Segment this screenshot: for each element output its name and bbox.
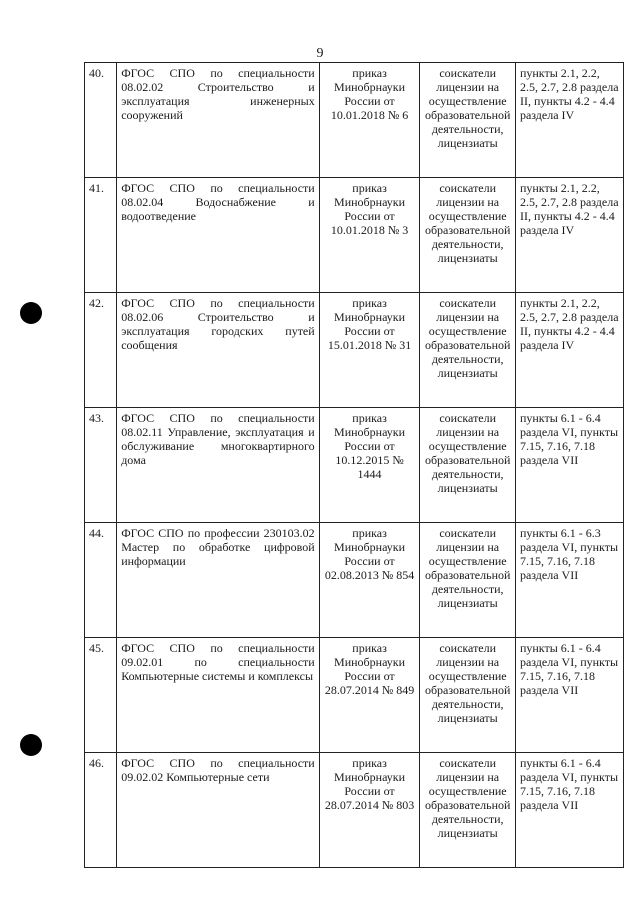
subjects-cell: соискатели лицензии на осуществление образовательной деятельности, лицензиаты — [420, 523, 516, 638]
table-row — [85, 293, 624, 408]
order-cell: приказ Минобрнауки России от 28.07.2014 № 849 — [319, 638, 420, 753]
subjects-cell: соискатели лицензии на осуществление образовательной деятельности, лицензиаты — [420, 753, 516, 868]
row-number: 41. — [85, 178, 117, 293]
order-cell: приказ Минобрнауки России от 10.01.2018 № 6 — [319, 63, 420, 178]
order-cell: приказ Минобрнауки России от 15.01.2018 № 31 — [319, 293, 420, 408]
standard-cell: ФГОС СПО по профессии 230103.02 Мастер по обработке цифровой информации — [117, 523, 320, 638]
items-cell: пункты 6.1 - 6.3 раздела VI, пункты 7.15, 7.16, 7.18 раздела VII — [515, 523, 623, 638]
table-row — [85, 63, 624, 178]
order-cell: приказ Минобрнауки России от 28.07.2014 № 803 — [319, 753, 420, 868]
order-cell: приказ Минобрнауки России от 10.01.2018 № 3 — [319, 178, 420, 293]
subjects-cell: соискатели лицензии на осуществление образовательной деятельности, лицензиаты — [420, 178, 516, 293]
table-row — [85, 638, 624, 753]
requirements-table — [84, 62, 624, 868]
row-number: 46. — [85, 753, 117, 868]
items-cell: пункты 6.1 - 6.4 раздела VI, пункты 7.15, 7.16, 7.18 раздела VII — [515, 408, 623, 523]
items-cell: пункты 2.1, 2.2, 2.5, 2.7, 2.8 раздела II, пункты 4.2 - 4.4 раздела IV — [515, 293, 623, 408]
standard-cell: ФГОС СПО по специальности 08.02.11 Управление, эксплуатация и обслуживание многоквартирного дома — [117, 408, 320, 523]
standard-cell: ФГОС СПО по специальности 09.02.01 по специальности Компьютерные системы и комплексы — [117, 638, 320, 753]
subjects-cell: соискатели лицензии на осуществление образовательной деятельности, лицензиаты — [420, 63, 516, 178]
order-cell: приказ Минобрнауки России от 02.08.2013 № 854 — [319, 523, 420, 638]
table-row — [85, 523, 624, 638]
row-number: 43. — [85, 408, 117, 523]
row-number: 45. — [85, 638, 117, 753]
table-row — [85, 178, 624, 293]
items-cell: пункты 6.1 - 6.4 раздела VI, пункты 7.15, 7.16, 7.18 раздела VII — [515, 638, 623, 753]
subjects-cell: соискатели лицензии на осуществление образовательной деятельности, лицензиаты — [420, 293, 516, 408]
table-row — [85, 753, 624, 868]
page-number: 9 — [316, 46, 324, 61]
items-cell: пункты 6.1 - 6.4 раздела VI, пункты 7.15, 7.16, 7.18 раздела VII — [515, 753, 623, 868]
binder-hole-bottom — [20, 734, 42, 756]
order-cell: приказ Минобрнауки России от 10.12.2015 № 1444 — [319, 408, 420, 523]
row-number: 44. — [85, 523, 117, 638]
standard-cell: ФГОС СПО по специальности 08.02.06 Строительство и эксплуатация городских путей сообщения — [117, 293, 320, 408]
standard-cell: ФГОС СПО по специальности 08.02.04 Водоснабжение и водоотведение — [117, 178, 320, 293]
row-number: 40. — [85, 63, 117, 178]
items-cell: пункты 2.1, 2.2, 2.5, 2.7, 2.8 раздела II, пункты 4.2 - 4.4 раздела IV — [515, 63, 623, 178]
subjects-cell: соискатели лицензии на осуществление образовательной деятельности, лицензиаты — [420, 638, 516, 753]
subjects-cell: соискатели лицензии на осуществление образовательной деятельности, лицензиаты — [420, 408, 516, 523]
items-cell: пункты 2.1, 2.2, 2.5, 2.7, 2.8 раздела II, пункты 4.2 - 4.4 раздела IV — [515, 178, 623, 293]
standard-cell: ФГОС СПО по специальности 08.02.02 Строительство и эксплуатация инженерных сооружений — [117, 63, 320, 178]
binder-hole-top — [20, 302, 42, 324]
row-number: 42. — [85, 293, 117, 408]
table-row — [85, 408, 624, 523]
standard-cell: ФГОС СПО по специальности 09.02.02 Компьютерные сети — [117, 753, 320, 868]
